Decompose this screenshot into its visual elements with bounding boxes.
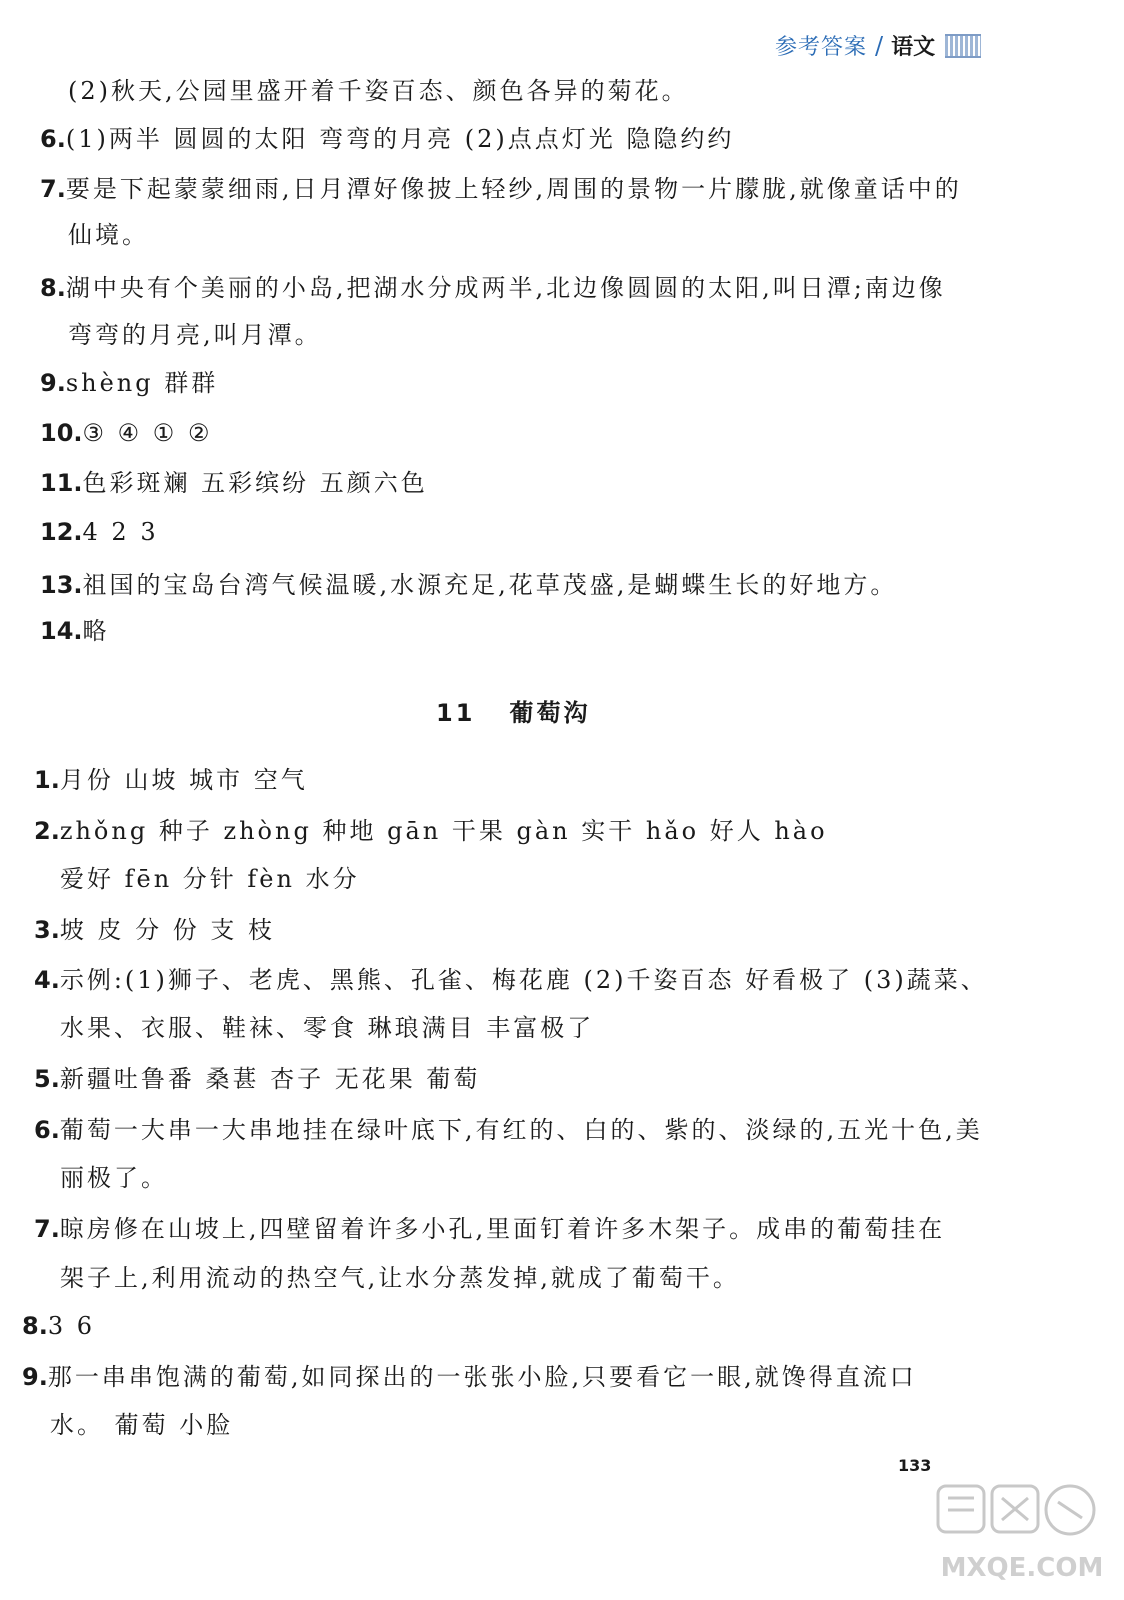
answer-line: 爱好 fēn 分针 fèn 水分 bbox=[60, 865, 360, 893]
answer-line: 8.湖中央有个美丽的小岛,把湖水分成两半,北边像圆圆的太阳,叫日潭;南边像 bbox=[40, 274, 946, 302]
answer-line: 10.③ ④ ① ② bbox=[40, 419, 213, 447]
answer-line: 水。 葡萄 小脸 bbox=[50, 1411, 234, 1439]
section-title: 11 葡萄沟 bbox=[436, 699, 591, 727]
answer-line: 9.shèng 群群 bbox=[40, 369, 219, 397]
answer-line: 4.示例:(1)狮子、老虎、黑熊、孔雀、梅花鹿 (2)千姿百态 好看极了 (3)蔬菜、 bbox=[34, 966, 988, 994]
answer-line: 水果、衣服、鞋袜、零食 琳琅满目 丰富极了 bbox=[60, 1014, 595, 1042]
page-number: 133 bbox=[898, 1456, 932, 1475]
header-label: 参考答案 bbox=[775, 35, 868, 60]
page-header bbox=[775, 30, 981, 61]
answer-line: 14.略 bbox=[40, 617, 110, 645]
header-separator: / bbox=[875, 31, 884, 60]
answer-line: 1.月份 山坡 城市 空气 bbox=[34, 766, 308, 794]
answer-line: (2)秋天,公园里盛开着千姿百态、颜色各异的菊花。 bbox=[68, 77, 689, 105]
answer-line: 6.(1)两半 圆圆的太阳 弯弯的月亮 (2)点点灯光 隐隐约约 bbox=[40, 125, 735, 153]
answer-line: 7.晾房修在山坡上,四壁留着许多小孔,里面钉着许多木架子。成串的葡萄挂在 bbox=[34, 1215, 946, 1243]
watermark-text: MXQE.COM bbox=[940, 1553, 1104, 1583]
answer-line: 13.祖国的宝岛台湾气候温暖,水源充足,花草茂盛,是蝴蝶生长的好地方。 bbox=[40, 571, 898, 599]
watermark-logo bbox=[930, 1480, 1115, 1590]
answer-line: 12.4 2 3 bbox=[40, 518, 159, 546]
answer-line: 仙境。 bbox=[68, 221, 149, 249]
answer-line: 弯弯的月亮,叫月潭。 bbox=[68, 321, 322, 349]
answer-line: 8.3 6 bbox=[22, 1312, 95, 1340]
answer-line: 5.新疆吐鲁番 桑葚 杏子 无花果 葡萄 bbox=[34, 1065, 481, 1093]
answer-line: 2.zhǒng 种子 zhòng 种地 gān 干果 gàn 实干 hǎo 好人 hào bbox=[34, 817, 828, 845]
answer-line: 3.坡 皮 分 份 支 枝 bbox=[34, 916, 275, 944]
answer-line: 11.色彩斑斓 五彩缤纷 五颜六色 bbox=[40, 469, 428, 497]
header-subject: 语文 bbox=[891, 34, 936, 60]
answer-line: 7.要是下起蒙蒙细雨,日月潭好像披上轻纱,周围的景物一片朦胧,就像童话中的 bbox=[40, 175, 962, 203]
header-decoration-icon bbox=[945, 34, 981, 58]
answer-line: 9.那一串串饱满的葡萄,如同探出的一张张小脸,只要看它一眼,就馋得直流口 bbox=[22, 1363, 917, 1391]
answer-line: 6.葡萄一大串一大串地挂在绿叶底下,有红的、白的、紫的、淡绿的,五光十色,美 bbox=[34, 1116, 983, 1144]
answer-line: 丽极了。 bbox=[60, 1164, 168, 1192]
answer-line: 架子上,利用流动的热空气,让水分蒸发掉,就成了葡萄干。 bbox=[60, 1264, 740, 1292]
